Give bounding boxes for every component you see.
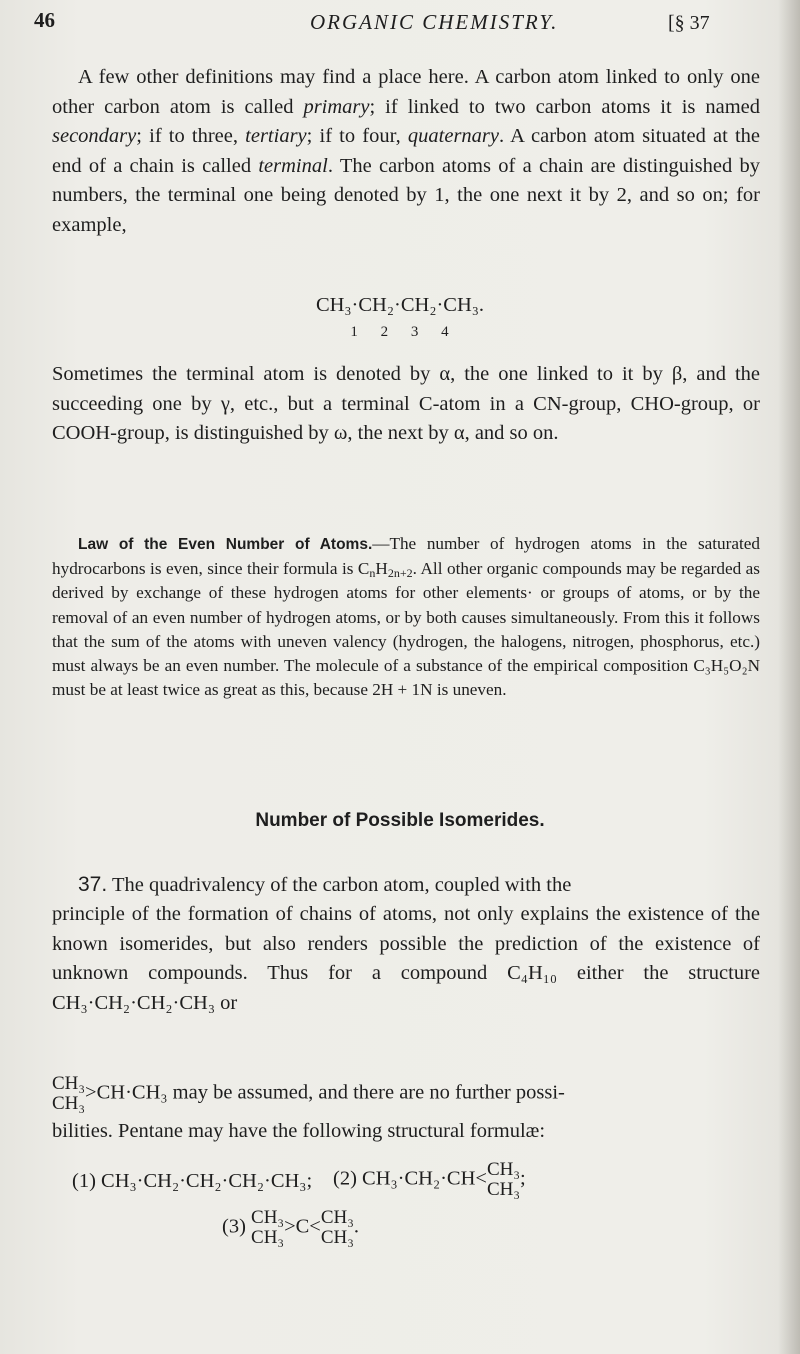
pentane-formula-3: (3) CH₃ CH₃ >C< CH₃ CH₃ . <box>222 1207 360 1248</box>
running-head: ORGANIC CHEMISTRY. <box>310 10 559 34</box>
butane-chain-formula: CH₃·CH₂·CH₂·CH₃. <box>315 294 485 316</box>
even-number-law-paragraph: Law of the Even Number of Atoms.—The number of hydrogen atoms in the saturated hydrocarbons is even, since their formula is $C_nH_{2n+2}$. All other organic compounds may be regarded as derived by exchange of these hydrogen atoms for other elements· or groups of atoms, or by the removal of an even number of hydrogen atoms, or by both causes simultaneously. From this it follows that the sum of the atoms with uneven valency (hydrogen, the halogens, nitrogen, phosphorus, etc.) must always be an even number. The molecule of a substance of the empirical composition C₃H₅O₂N must be at least twice as great as this, because 2H + 1N is uneven. <box>52 534 761 700</box>
page-header <box>0 8 800 40</box>
greek-notation-paragraph: Sometimes the terminal atom is denoted by α, the one linked to it by β, and the succeeding one by γ, etc., but a terminal C-atom in a CN-group, CHO-group, or COOH-group, is distinguished by ω, the next by α, and so on. <box>52 363 760 444</box>
page-number: 46 <box>34 8 55 32</box>
section-heading: Number of Possible Isomerides. <box>255 810 545 831</box>
pentane-formula-1: (1) CH₃·CH₂·CH₂·CH₂·CH₃; <box>72 1170 313 1192</box>
chain-atom-numbering: 1 2 3 4 <box>350 324 450 340</box>
section-37-first-line: 37. The quadrivalency of the carbon atom, coupled with the <box>78 873 572 896</box>
isobutane-branch-line: CH₃ CH₃ >CH·CH₃ may be assumed, and there are no further possi- <box>52 1073 565 1114</box>
pentane-formula-2: (2) CH₃·CH₂·CH< CH₃ CH₃ ; <box>333 1159 526 1200</box>
section-reference: [§ 37 <box>668 12 710 34</box>
section-37-last-line: bilities. Pentane may have the following structural formulæ: <box>52 1120 546 1142</box>
section-37-body: principle of the formation of chains of atoms, not only explains the existence of the known isomerides, but also renders possible the prediction of the existence of unknown compounds. Thus for a compound C₄H₁₀ either the structure CH₃·CH₂·CH₂·CH₃ or <box>52 903 760 1014</box>
branch-formula: CH₃ CH₃ <box>52 1073 86 1114</box>
page-gutter-shadow <box>778 0 800 1354</box>
section-number: 37. <box>78 873 108 896</box>
definitions-paragraph: A few other definitions may find a place here. A carbon atom linked to only one other carbon atom is called primary; if linked to two carbon atoms it is named secondary; if to three, tertiary; if to four, quaternary. A carbon atom situated at the end of a chain is called terminal. The carbon atoms of a chain are distinguished by numbers, the terminal one being denoted by 1, the one next it by 2, and so on; for example, <box>52 66 760 236</box>
law-heading: Law of the Even Number of Atoms. <box>78 536 373 553</box>
